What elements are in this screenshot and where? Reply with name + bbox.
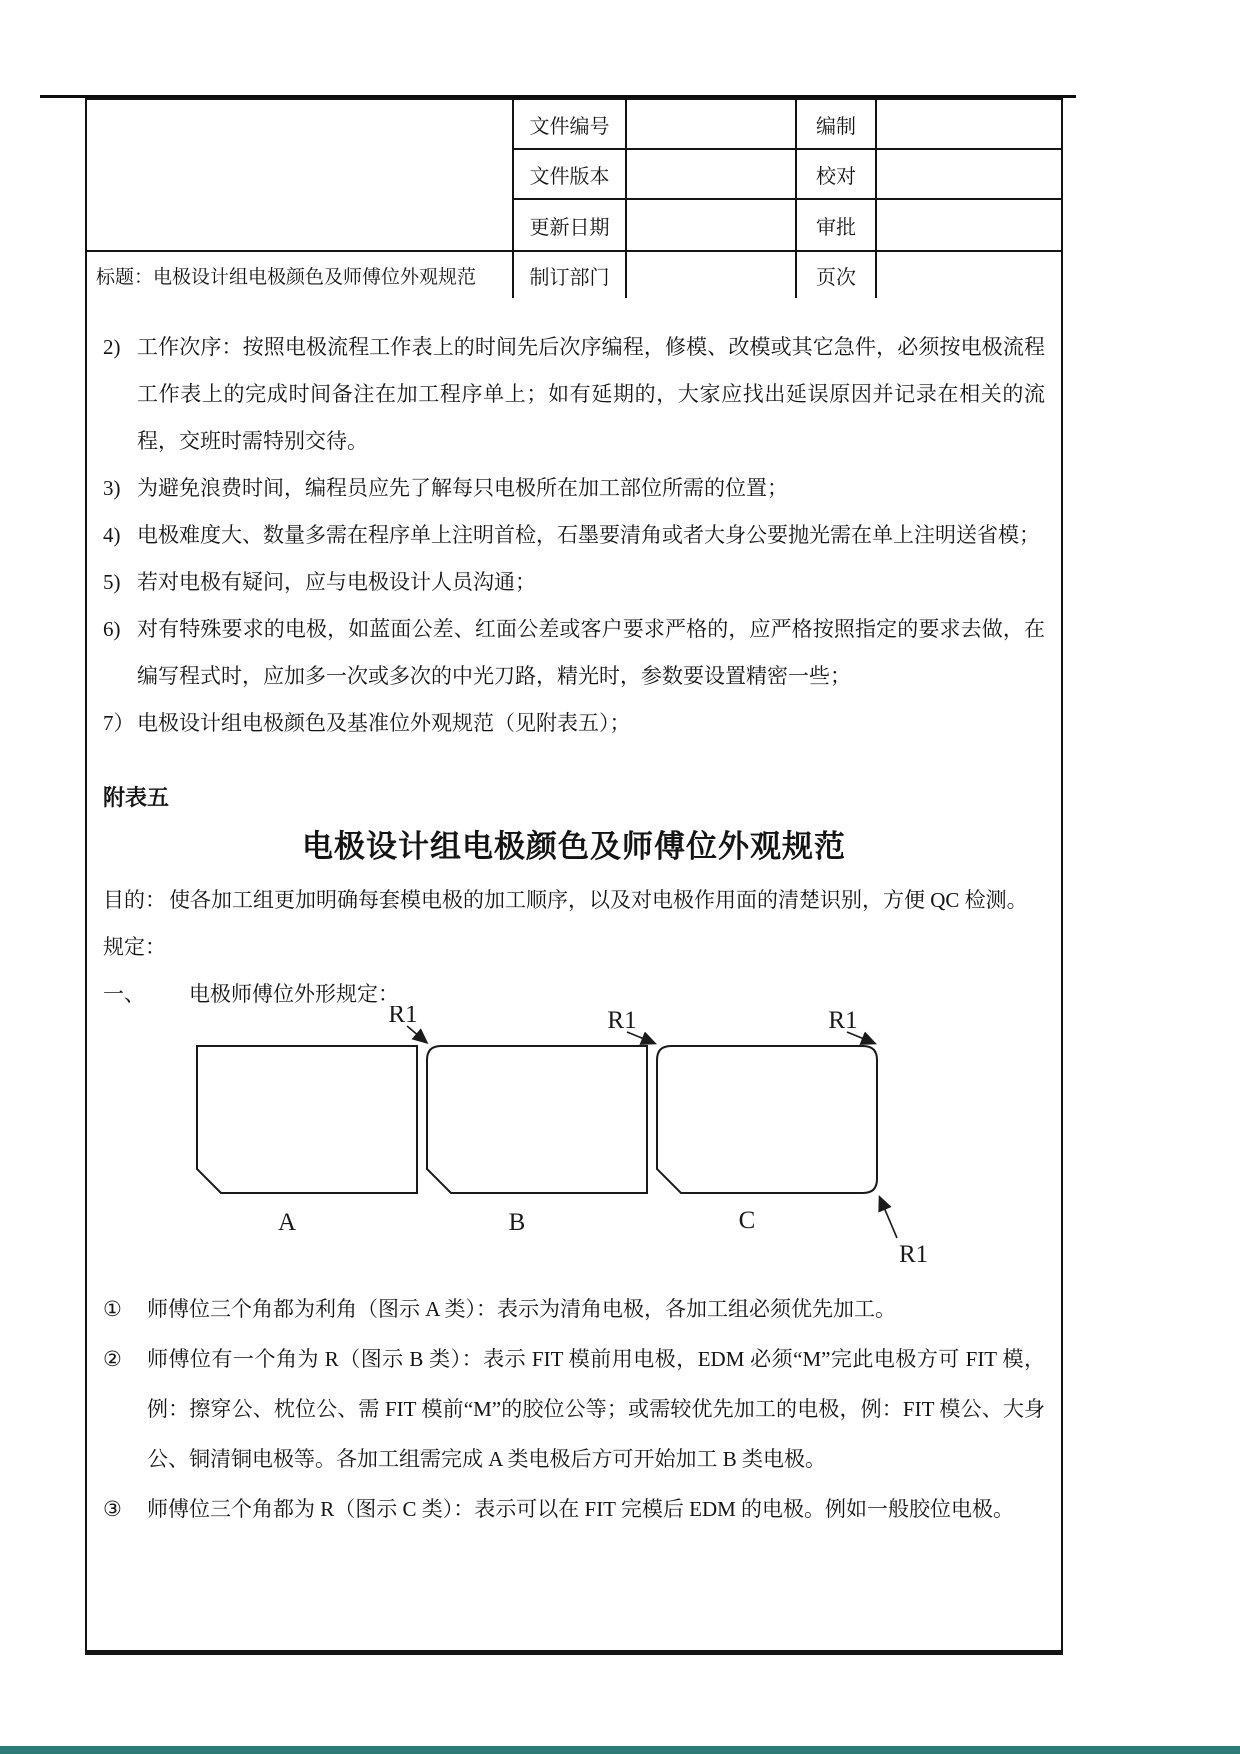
item-text: 对有特殊要求的电极，如蓝面公差、红面公差或客户要求严格的，应严格按照指定的要求去做，在编写程式时，应加多一次或多次的中光刀路，精光时，参数要设置精密一些； [137, 617, 1045, 688]
item-marker: 2) [103, 335, 121, 359]
document-frame [85, 98, 1063, 1655]
update-date-value [625, 200, 795, 250]
update-date-label: 更新日期 [512, 200, 625, 250]
dept-label: 制订部门 [512, 250, 625, 298]
doc-title-label: 标题： [96, 266, 154, 288]
body-text [87, 298, 1061, 1018]
list-item [103, 324, 1045, 465]
appendix-title: 电极设计组电极颜色及师傅位外观规范 [302, 829, 846, 864]
page-number-value [875, 250, 1061, 298]
note-marker: ② [103, 1347, 122, 1371]
purpose-label: 目的： [103, 888, 166, 912]
proofread-value [875, 150, 1061, 200]
page-bottom-scan-bar [0, 1746, 1240, 1754]
item-marker: 3) [103, 476, 121, 500]
list-item [103, 700, 1045, 747]
shape-b-label: B [508, 1209, 526, 1236]
approval-value [875, 200, 1061, 250]
note-text: 师傅位有一个角为 R（图示 B 类）：表示 FIT 模前用电极，EDM 必须“M”完此电极方可 FIT 模，例：擦穿公、枕位公、需 FIT 模前“M”的胶位公等；或需较优先加工的电极，例：FIT 模公、大身公、铜清铜电极等。各加工组需完成 A 类电极后方可开始加工 B 类电极。 [147, 1347, 1045, 1471]
doc-title-text: 电极设计组电极颜色及师傅位外观规范 [153, 266, 477, 288]
r1-label-shape-c-top-left: R1 [607, 1007, 637, 1034]
notes-section [87, 1278, 1061, 1534]
doc-version-value [625, 150, 795, 200]
appendix-label: 附表五 [103, 785, 170, 810]
page-number-label: 页次 [795, 250, 875, 298]
prepared-by-label: 编制 [795, 100, 875, 150]
item-marker: 5) [103, 570, 121, 594]
section-title: 电极师傅位外形规定： [189, 982, 399, 1006]
doc-number-value [625, 100, 795, 150]
item-marker: 6) [103, 617, 121, 641]
note-marker: ③ [103, 1497, 122, 1521]
dept-value [625, 250, 795, 298]
note-item [103, 1334, 1045, 1484]
doc-title-cell [87, 250, 512, 298]
r1-label-shape-b-top-left: R1 [388, 1006, 418, 1028]
approval-label: 审批 [795, 200, 875, 250]
item-marker: 4) [103, 523, 121, 547]
shape-b [427, 1046, 647, 1193]
note-item [103, 1484, 1045, 1534]
r1-arrow-shape-b-top-left [407, 1026, 426, 1042]
doc-version-label: 文件版本 [512, 150, 625, 200]
item-text: 为避免浪费时间，编程员应先了解每只电极所在加工部位所需的位置； [137, 476, 788, 500]
item-text: 电极设计组电极颜色及基准位外观规范（见附表五）； [137, 711, 631, 735]
item-text: 工作次序：按照电极流程工作表上的时间先后次序编程，修模、改模或其它急件，必须按电极流程工作表上的完成时间备注在加工程序单上；如有延期的，大家应找出延误原因并记录在相关的流程，交班时需特别交待。 [137, 335, 1045, 453]
rules-label: 规定： [103, 935, 166, 959]
purpose-paragraph [103, 877, 1045, 924]
item-text: 若对电极有疑问，应与电极设计人员沟通； [137, 570, 536, 594]
logo-area [87, 100, 512, 250]
note-item [103, 1284, 1045, 1334]
shape-a-label: A [277, 1209, 297, 1236]
r1-arrow-shape-c-bottom-right [880, 1198, 897, 1238]
r1-label-shape-c-bottom-right: R1 [899, 1241, 929, 1268]
prepared-by-value [875, 100, 1061, 150]
note-text: 师傅位三个角都为 R（图示 C 类）：表示可以在 FIT 完模后 EDM 的电极。例如一般胶位电极。 [147, 1497, 1015, 1521]
section-marker: 一、 [103, 982, 145, 1006]
proofread-label: 校对 [795, 150, 875, 200]
electrode-shape-diagram [135, 1006, 1045, 1278]
list-item [103, 465, 1045, 512]
r1-arrow-shape-c-top-right [847, 1032, 874, 1043]
note-marker: ① [103, 1297, 122, 1321]
shape-c-label: C [738, 1207, 756, 1234]
doc-number-label: 文件编号 [512, 100, 625, 150]
list-item [103, 559, 1045, 606]
list-item [103, 606, 1045, 700]
r1-arrow-shape-c-top-left [627, 1032, 654, 1043]
r1-label-shape-c-top-right: R1 [828, 1007, 858, 1034]
note-text: 师傅位三个角都为利角（图示 A 类）：表示为清角电极，各加工组必须优先加工。 [147, 1297, 897, 1321]
header-table [87, 100, 1061, 298]
item-marker: 7） [103, 711, 135, 735]
shape-a [197, 1046, 417, 1193]
item-text: 电极难度大、数量多需在程序单上注明首检，石墨要清角或者大身公要抛光需在单上注明送省模； [137, 523, 1040, 547]
purpose-text: 使各加工组更加明确每套模电极的加工顺序，以及对电极作用面的清楚识别，方便 QC 检测。 [169, 888, 1028, 912]
shape-c [657, 1046, 877, 1193]
list-item [103, 512, 1045, 559]
